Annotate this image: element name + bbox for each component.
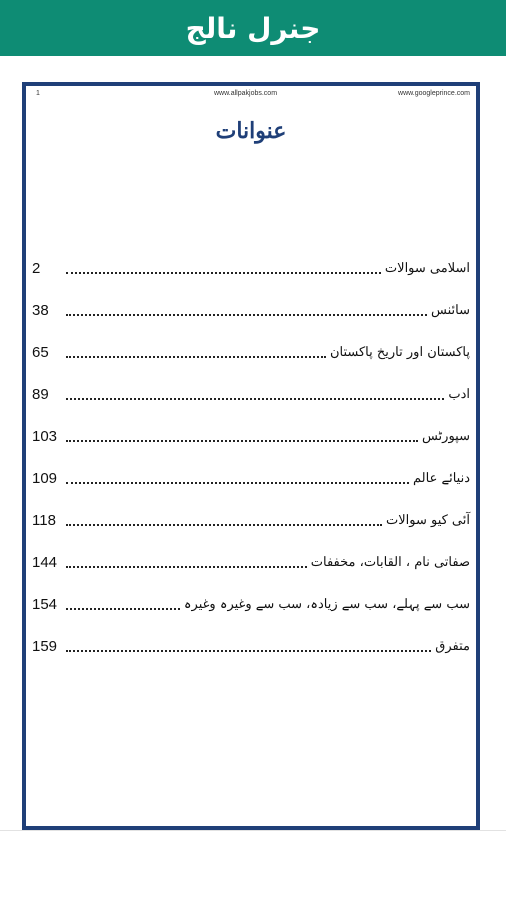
toc-label: دنیائے عالم (413, 471, 470, 486)
toc-row[interactable] (32, 506, 470, 530)
toc-page-number: 38 (32, 302, 49, 319)
header-url-right: www.googleprince.com (398, 90, 470, 97)
document-page (22, 82, 480, 830)
toc-page-number: 154 (32, 596, 58, 613)
toc-row[interactable] (32, 254, 470, 278)
contents-title: عنوانات (215, 118, 287, 144)
toc-label: آئی کیو سوالات (385, 513, 470, 528)
toc-page-number: 65 (32, 344, 49, 361)
app-title-bar (0, 0, 506, 56)
toc-leader-dots (66, 272, 381, 274)
page-header (32, 90, 470, 102)
toc-row[interactable] (32, 548, 470, 572)
toc-leader-dots (66, 524, 382, 526)
toc-label: سپورٹس (421, 429, 470, 444)
toc-row[interactable] (32, 590, 470, 614)
toc-label: سائنس (431, 303, 470, 318)
header-url-left: www.allpakjobs.com (214, 90, 278, 97)
toc-page-number: 144 (32, 554, 58, 571)
toc-row[interactable] (32, 380, 470, 404)
toc-leader-dots (66, 440, 418, 442)
toc-leader-dots (66, 482, 409, 484)
toc-row[interactable] (32, 464, 470, 488)
toc-label: صفاتی نام ، القابات، مخففات (310, 555, 470, 570)
toc-leader-dots (66, 566, 307, 568)
toc-page-number: 89 (32, 386, 49, 403)
page-number: 1 (36, 90, 40, 97)
toc-page-number: 159 (32, 638, 58, 655)
toc-row[interactable] (32, 296, 470, 320)
toc-page-number: 109 (32, 470, 58, 487)
toc-leader-dots (66, 356, 326, 358)
toc-label: ادب (448, 387, 470, 402)
toc-leader-dots (66, 650, 431, 652)
toc-label: پاکستان اور تاریخ پاکستان (329, 345, 470, 360)
document-viewer[interactable] (0, 56, 506, 831)
toc-page-number: 2 (32, 260, 41, 277)
toc-page-number: 103 (32, 428, 58, 445)
toc-label: اسلامی سوالات (384, 261, 470, 276)
app-title: جنرل نالج (185, 11, 321, 45)
toc-label: متفرق (435, 639, 470, 654)
toc-row[interactable] (32, 422, 470, 446)
toc-page-number: 118 (32, 512, 56, 529)
toc-label: سب سے پہلے، سب سے زیادہ، سب سے وغیرہ وغیرہ (183, 597, 470, 612)
toc-row[interactable] (32, 338, 470, 362)
toc-row[interactable] (32, 632, 470, 656)
toc-leader-dots (66, 398, 444, 400)
toc-leader-dots (66, 608, 180, 610)
toc-leader-dots (66, 314, 427, 316)
